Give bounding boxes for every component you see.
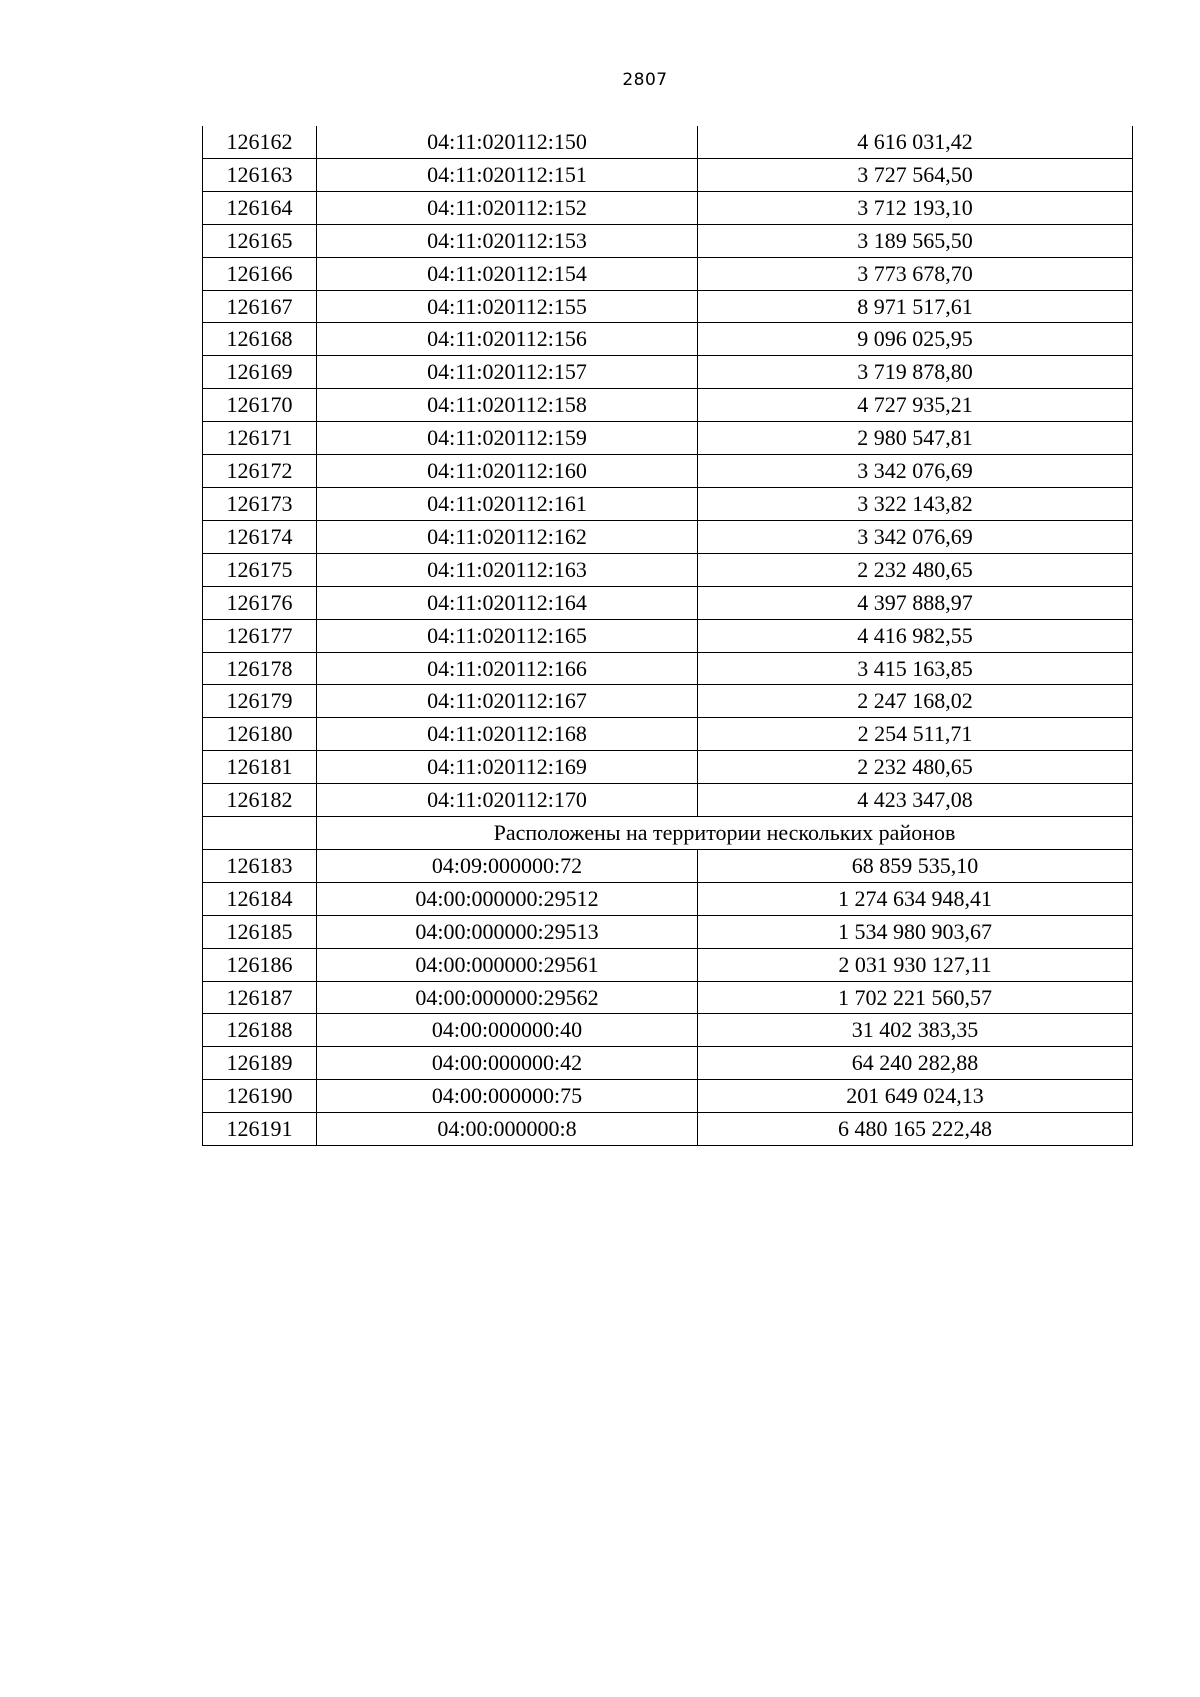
cadastral-value-cell: 2 232 480,65 xyxy=(698,553,1133,586)
cadastral-value-cell: 1 534 980 903,67 xyxy=(698,915,1133,948)
cadastral-value-cell: 2 254 511,71 xyxy=(698,718,1133,751)
row-number-cell: 126167 xyxy=(203,290,317,323)
section-header-empty-cell xyxy=(203,817,317,850)
table-row xyxy=(203,751,1133,784)
cadastral-value-cell: 2 980 547,81 xyxy=(698,422,1133,455)
row-number-cell: 126180 xyxy=(203,718,317,751)
cadastral-value-cell: 3 415 163,85 xyxy=(698,652,1133,685)
cadastral-value-cell: 4 397 888,97 xyxy=(698,586,1133,619)
cadastral-number-cell: 04:00:000000:29513 xyxy=(317,915,698,948)
row-number-cell: 126168 xyxy=(203,323,317,356)
row-number-cell: 126187 xyxy=(203,981,317,1014)
cadastral-value-cell: 4 423 347,08 xyxy=(698,784,1133,817)
cadastral-number-cell: 04:00:000000:29562 xyxy=(317,981,698,1014)
table-row xyxy=(203,652,1133,685)
cadastral-number-cell: 04:11:020112:162 xyxy=(317,520,698,553)
table-row xyxy=(203,1047,1133,1080)
row-number-cell: 126174 xyxy=(203,520,317,553)
table-row xyxy=(203,487,1133,520)
cadastral-number-cell: 04:11:020112:163 xyxy=(317,553,698,586)
table-body-after-section xyxy=(203,849,1133,1145)
cadastral-number-cell: 04:11:020112:161 xyxy=(317,487,698,520)
table-row xyxy=(203,422,1133,455)
table-row xyxy=(203,981,1133,1014)
cadastral-value-cell: 2 031 930 127,11 xyxy=(698,948,1133,981)
row-number-cell: 126166 xyxy=(203,257,317,290)
cadastral-value-table xyxy=(202,126,1133,1146)
cadastral-number-cell: 04:09:000000:72 xyxy=(317,849,698,882)
table-row xyxy=(203,849,1133,882)
cadastral-value-cell: 1 702 221 560,57 xyxy=(698,981,1133,1014)
row-number-cell: 126186 xyxy=(203,948,317,981)
table-row xyxy=(203,224,1133,257)
cadastral-number-cell: 04:11:020112:168 xyxy=(317,718,698,751)
row-number-cell: 126182 xyxy=(203,784,317,817)
cadastral-value-cell: 2 232 480,65 xyxy=(698,751,1133,784)
cadastral-number-cell: 04:11:020112:155 xyxy=(317,290,698,323)
cadastral-number-cell: 04:00:000000:40 xyxy=(317,1014,698,1047)
row-number-cell: 126169 xyxy=(203,356,317,389)
cadastral-number-cell: 04:11:020112:160 xyxy=(317,455,698,488)
row-number-cell: 126178 xyxy=(203,652,317,685)
table-row xyxy=(203,356,1133,389)
row-number-cell: 126171 xyxy=(203,422,317,455)
table-body-section xyxy=(203,817,1133,850)
row-number-cell: 126173 xyxy=(203,487,317,520)
table-row xyxy=(203,126,1133,158)
table-row xyxy=(203,586,1133,619)
row-number-cell: 126177 xyxy=(203,619,317,652)
cadastral-number-cell: 04:11:020112:170 xyxy=(317,784,698,817)
cadastral-value-cell: 8 971 517,61 xyxy=(698,290,1133,323)
cadastral-number-cell: 04:00:000000:8 xyxy=(317,1113,698,1146)
cadastral-value-cell: 4 416 982,55 xyxy=(698,619,1133,652)
table-row xyxy=(203,158,1133,191)
cadastral-value-cell: 64 240 282,88 xyxy=(698,1047,1133,1080)
cadastral-number-cell: 04:11:020112:166 xyxy=(317,652,698,685)
cadastral-number-cell: 04:00:000000:75 xyxy=(317,1080,698,1113)
table-row xyxy=(203,389,1133,422)
table-row xyxy=(203,882,1133,915)
section-header-row xyxy=(203,817,1133,850)
section-header-cell: Расположены на территории нескольких районов xyxy=(317,817,1133,850)
row-number-cell: 126190 xyxy=(203,1080,317,1113)
cadastral-number-cell: 04:11:020112:165 xyxy=(317,619,698,652)
row-number-cell: 126188 xyxy=(203,1014,317,1047)
row-number-cell: 126191 xyxy=(203,1113,317,1146)
table-row xyxy=(203,290,1133,323)
cadastral-value-cell: 201 649 024,13 xyxy=(698,1080,1133,1113)
table-row xyxy=(203,718,1133,751)
row-number-cell: 126185 xyxy=(203,915,317,948)
cadastral-value-cell: 3 727 564,50 xyxy=(698,158,1133,191)
row-number-cell: 126164 xyxy=(203,191,317,224)
table-row xyxy=(203,1014,1133,1047)
table-row xyxy=(203,323,1133,356)
row-number-cell: 126162 xyxy=(203,126,317,158)
cadastral-value-cell: 4 727 935,21 xyxy=(698,389,1133,422)
table-row xyxy=(203,455,1133,488)
page-number: 2807 xyxy=(622,70,668,90)
cadastral-value-cell: 3 322 143,82 xyxy=(698,487,1133,520)
row-number-cell: 126183 xyxy=(203,849,317,882)
cadastral-number-cell: 04:00:000000:29561 xyxy=(317,948,698,981)
row-number-cell: 126172 xyxy=(203,455,317,488)
table-row xyxy=(203,257,1133,290)
cadastral-value-cell: 3 342 076,69 xyxy=(698,455,1133,488)
cadastral-value-cell: 1 274 634 948,41 xyxy=(698,882,1133,915)
table-row xyxy=(203,948,1133,981)
cadastral-value-cell: 3 712 193,10 xyxy=(698,191,1133,224)
cadastral-number-cell: 04:11:020112:153 xyxy=(317,224,698,257)
cadastral-value-cell: 2 247 168,02 xyxy=(698,685,1133,718)
row-number-cell: 126189 xyxy=(203,1047,317,1080)
cadastral-number-cell: 04:11:020112:164 xyxy=(317,586,698,619)
cadastral-number-cell: 04:11:020112:150 xyxy=(317,126,698,158)
table-row xyxy=(203,685,1133,718)
table-row xyxy=(203,553,1133,586)
table-row xyxy=(203,915,1133,948)
cadastral-number-cell: 04:11:020112:167 xyxy=(317,685,698,718)
cadastral-value-cell: 3 189 565,50 xyxy=(698,224,1133,257)
cadastral-value-cell: 4 616 031,42 xyxy=(698,126,1133,158)
cadastral-number-cell: 04:00:000000:42 xyxy=(317,1047,698,1080)
row-number-cell: 126170 xyxy=(203,389,317,422)
table-body-before-section xyxy=(203,126,1133,817)
cadastral-number-cell: 04:11:020112:169 xyxy=(317,751,698,784)
cadastral-value-cell: 3 773 678,70 xyxy=(698,257,1133,290)
table-row xyxy=(203,1080,1133,1113)
row-number-cell: 126181 xyxy=(203,751,317,784)
cadastral-value-cell: 9 096 025,95 xyxy=(698,323,1133,356)
cadastral-value-cell: 31 402 383,35 xyxy=(698,1014,1133,1047)
table-row xyxy=(203,619,1133,652)
cadastral-number-cell: 04:11:020112:154 xyxy=(317,257,698,290)
cadastral-value-cell: 6 480 165 222,48 xyxy=(698,1113,1133,1146)
table-row xyxy=(203,191,1133,224)
cadastral-number-cell: 04:11:020112:156 xyxy=(317,323,698,356)
row-number-cell: 126163 xyxy=(203,158,317,191)
cadastral-number-cell: 04:11:020112:159 xyxy=(317,422,698,455)
cadastral-value-cell: 3 342 076,69 xyxy=(698,520,1133,553)
row-number-cell: 126184 xyxy=(203,882,317,915)
table-row xyxy=(203,520,1133,553)
row-number-cell: 126179 xyxy=(203,685,317,718)
cadastral-value-cell: 3 719 878,80 xyxy=(698,356,1133,389)
cadastral-number-cell: 04:11:020112:152 xyxy=(317,191,698,224)
cadastral-value-cell: 68 859 535,10 xyxy=(698,849,1133,882)
cadastral-number-cell: 04:11:020112:158 xyxy=(317,389,698,422)
cadastral-number-cell: 04:11:020112:157 xyxy=(317,356,698,389)
table-row xyxy=(203,784,1133,817)
row-number-cell: 126175 xyxy=(203,553,317,586)
row-number-cell: 126165 xyxy=(203,224,317,257)
cadastral-number-cell: 04:11:020112:151 xyxy=(317,158,698,191)
cadastral-number-cell: 04:00:000000:29512 xyxy=(317,882,698,915)
row-number-cell: 126176 xyxy=(203,586,317,619)
table-row xyxy=(203,1113,1133,1146)
